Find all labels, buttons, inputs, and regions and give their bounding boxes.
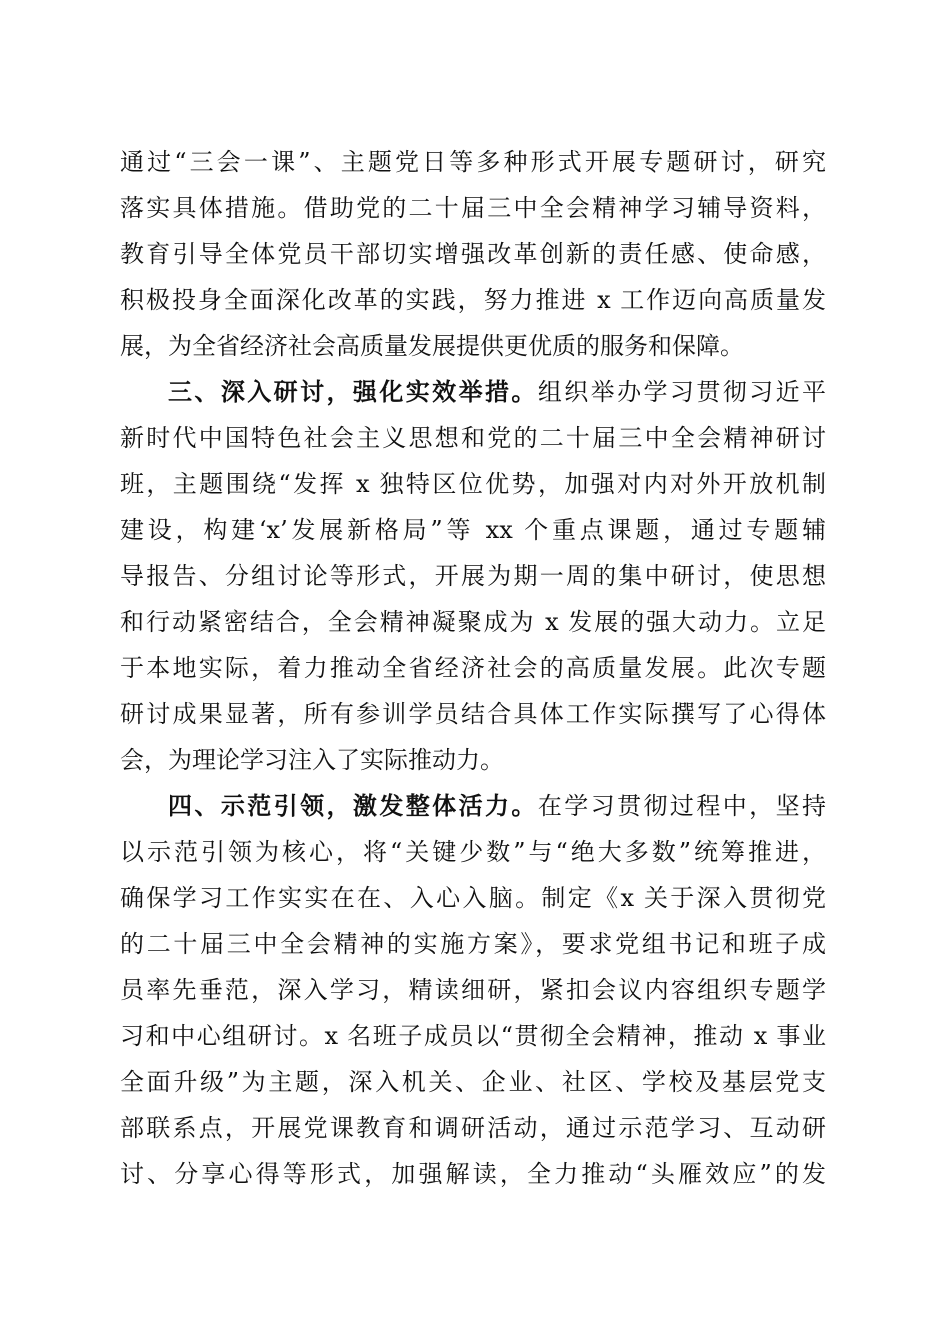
text-line: 以示范引领为核心，将“关键少数”与“绝大多数”统筹推进， — [120, 838, 826, 866]
text-line: 部联系点，开展党课教育和调研活动，通过示范学习、互动研 — [120, 1114, 826, 1142]
paragraph-first-line — [168, 370, 826, 414]
text-run: 在学习贯彻过程中，坚持 — [537, 792, 827, 820]
section-heading-3: 三、深入研讨，强化实效举措。 — [168, 378, 538, 406]
text-line: 导报告、分组讨论等形式，开展为期一周的集中研讨，使思想 — [120, 562, 826, 590]
text-line: 的二十届三中全会精神的实施方案》，要求党组书记和班子成 — [120, 930, 826, 958]
text-line: 通过“三会一课”、主题党日等多种形式开展专题研讨，研究 — [120, 148, 826, 176]
text-line: 建设，构建‘x’发展新格局”等 xx 个重点课题，通过专题辅 — [120, 516, 826, 544]
text-line: 习和中心组研讨。x 名班子成员以“贯彻全会精神，推动 x 事业 — [120, 1022, 826, 1050]
text-line: 班，主题围绕“发挥 x 独特区位优势，加强对内对外开放机制 — [120, 470, 826, 498]
text-line: 讨、分享心得等形式，加强解读，全力推动“头雁效应”的发 — [120, 1160, 826, 1188]
text-line: 和行动紧密结合，全会精神凝聚成为 x 发展的强大动力。立足 — [120, 608, 826, 636]
text-line: 全面升级”为主题，深入机关、企业、社区、学校及基层党支 — [120, 1068, 826, 1096]
section-heading-4: 四、示范引领，激发整体活力。 — [168, 792, 538, 820]
text-line: 新时代中国特色社会主义思想和党的二十届三中全会精神研讨 — [120, 424, 826, 452]
text-line: 教育引导全体党员干部切实增强改革创新的责任感、使命感， — [120, 240, 826, 268]
text-line: 确保学习工作实实在在、入心入脑。制定《x 关于深入贯彻党 — [120, 884, 826, 912]
text-line: 研讨成果显著，所有参训学员结合具体工作实际撰写了心得体 — [120, 700, 826, 728]
text-line: 于本地实际，着力推动全省经济社会的高质量发展。此次专题 — [120, 654, 826, 682]
text-line: 落实具体措施。借助党的二十届三中全会精神学习辅导资料， — [120, 194, 826, 222]
text-line: 积极投身全面深化改革的实践，努力推进 x 工作迈向高质量发 — [120, 286, 826, 314]
text-line: 会，为理论学习注入了实际推动力。 — [120, 746, 504, 774]
text-line: 员率先垂范，深入学习，精读细研，紧扣会议内容组织专题学 — [120, 976, 826, 1004]
text-run: 组织举办学习贯彻习近平 — [537, 378, 827, 406]
text-line: 展，为全省经济社会高质量发展提供更优质的服务和保障。 — [120, 332, 744, 360]
paragraph-first-line — [168, 784, 826, 828]
